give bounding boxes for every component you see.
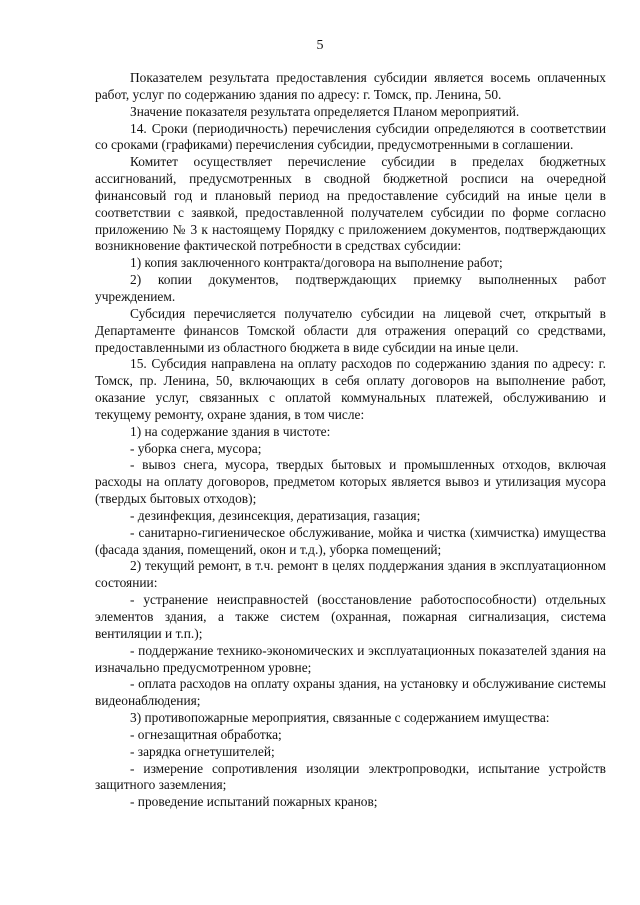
- page-number: 5: [316, 38, 324, 53]
- list-item-snow-removal: - уборка снега, мусора;: [130, 440, 262, 456]
- list-item-insulation-testing: - измерение сопротивления изоляции электропроводки, испытание устройств защитного заземления;: [95, 760, 606, 793]
- paragraph-14-transfer-terms: 14. Сроки (периодичность) перечисления субсидии определяются в соответствии со сроками (графиками) перечисления субсидии, предусмотренными в соглашении.: [95, 120, 606, 153]
- paragraph-subsidy-account: Субсидия перечисляется получателю субсидии на лицевой счет, открытый в Департаменте финансов Томской области для отражения операций со средствами, предоставленными из областного бюджета в виде субсидии на иные цели.: [95, 305, 606, 355]
- document-body: [95, 70, 606, 811]
- list-item-sanitary-service: - санитарно-гигиеническое обслуживание, мойка и чистка (химчистка) имущества (фасада здания, помещений, окон и т.д.), уборка помещений;: [95, 524, 606, 557]
- list-item-cleanliness: 1) на содержание здания в чистоте:: [130, 423, 331, 439]
- paragraph-15-subsidy-purpose: 15. Субсидия направлена на оплату расходов по содержанию здания по адресу: г. Томск, пр. Ленина, 50, включающих в себя оплату договоров на выполнение работ, оказание услуг, связанных с оплатой коммунальных платежей, обслуживанию и текущему ремонту, охране здания, в том числе:: [95, 356, 606, 422]
- paragraph-indicator-value: Значение показателя результата определяется Планом мероприятий.: [130, 103, 520, 119]
- list-item-extinguisher-charging: - зарядка огнетушителей;: [130, 743, 275, 759]
- list-item-contract-copy: 1) копия заключенного контракта/договора на выполнение работ;: [130, 255, 503, 271]
- paragraph-committee-transfer: Комитет осуществляет перечисление субсидии в пределах бюджетных ассигнований, предусмотренных в сводной бюджетной росписи на очередной финансовый год и плановый период на предоставление субсидий на иные цели в соответствии с заявкой, предоставленной получателем субсидии по форме согласно приложению № 3 к настоящему Порядку с приложением документов, подтверждающих возникновение фактической потребности в средствах субсидии:: [95, 154, 606, 254]
- list-item-security-video: - оплата расходов на оплату охраны здания, на установку и обслуживание системы видеонаблюдения;: [95, 676, 606, 709]
- list-item-waste-removal: - вывоз снега, мусора, твердых бытовых и промышленных отходов, включая расходы на оплату договоров, предметом которых является вывоз и утилизация мусора (твердых бытовых отходов);: [95, 457, 606, 507]
- list-item-maintain-indicators: - поддержание технико-экономических и эксплуатационных показателей здания на изначально предусмотренном уровне;: [95, 642, 606, 675]
- list-item-fireproofing: - огнезащитная обработка;: [130, 726, 282, 742]
- list-item-fault-repair: - устранение неисправностей (восстановление работоспособности) отдельных элементов здания, а также систем (охранная, пожарная сигнализация, система вентиляции и т.п.);: [95, 592, 606, 641]
- list-item-current-repair: 2) текущий ремонт, в т.ч. ремонт в целях поддержания здания в эксплуатационном состоянии:: [95, 558, 606, 591]
- list-item-acceptance-documents: 2) копии документов, подтверждающих приемку выполненных работ учреждением.: [95, 272, 606, 304]
- list-item-hydrant-testing: - проведение испытаний пожарных кранов;: [130, 794, 378, 810]
- paragraph-result-indicator: Показателем результата предоставления субсидии является восемь оплаченных работ, услуг по содержанию здания по адресу: г. Томск, пр. Ленина, 50.: [95, 70, 606, 102]
- list-item-fire-safety: 3) противопожарные мероприятия, связанные с содержанием имущества:: [130, 710, 550, 726]
- list-item-disinfection: - дезинфекция, дезинсекция, дератизация, газация;: [130, 507, 421, 523]
